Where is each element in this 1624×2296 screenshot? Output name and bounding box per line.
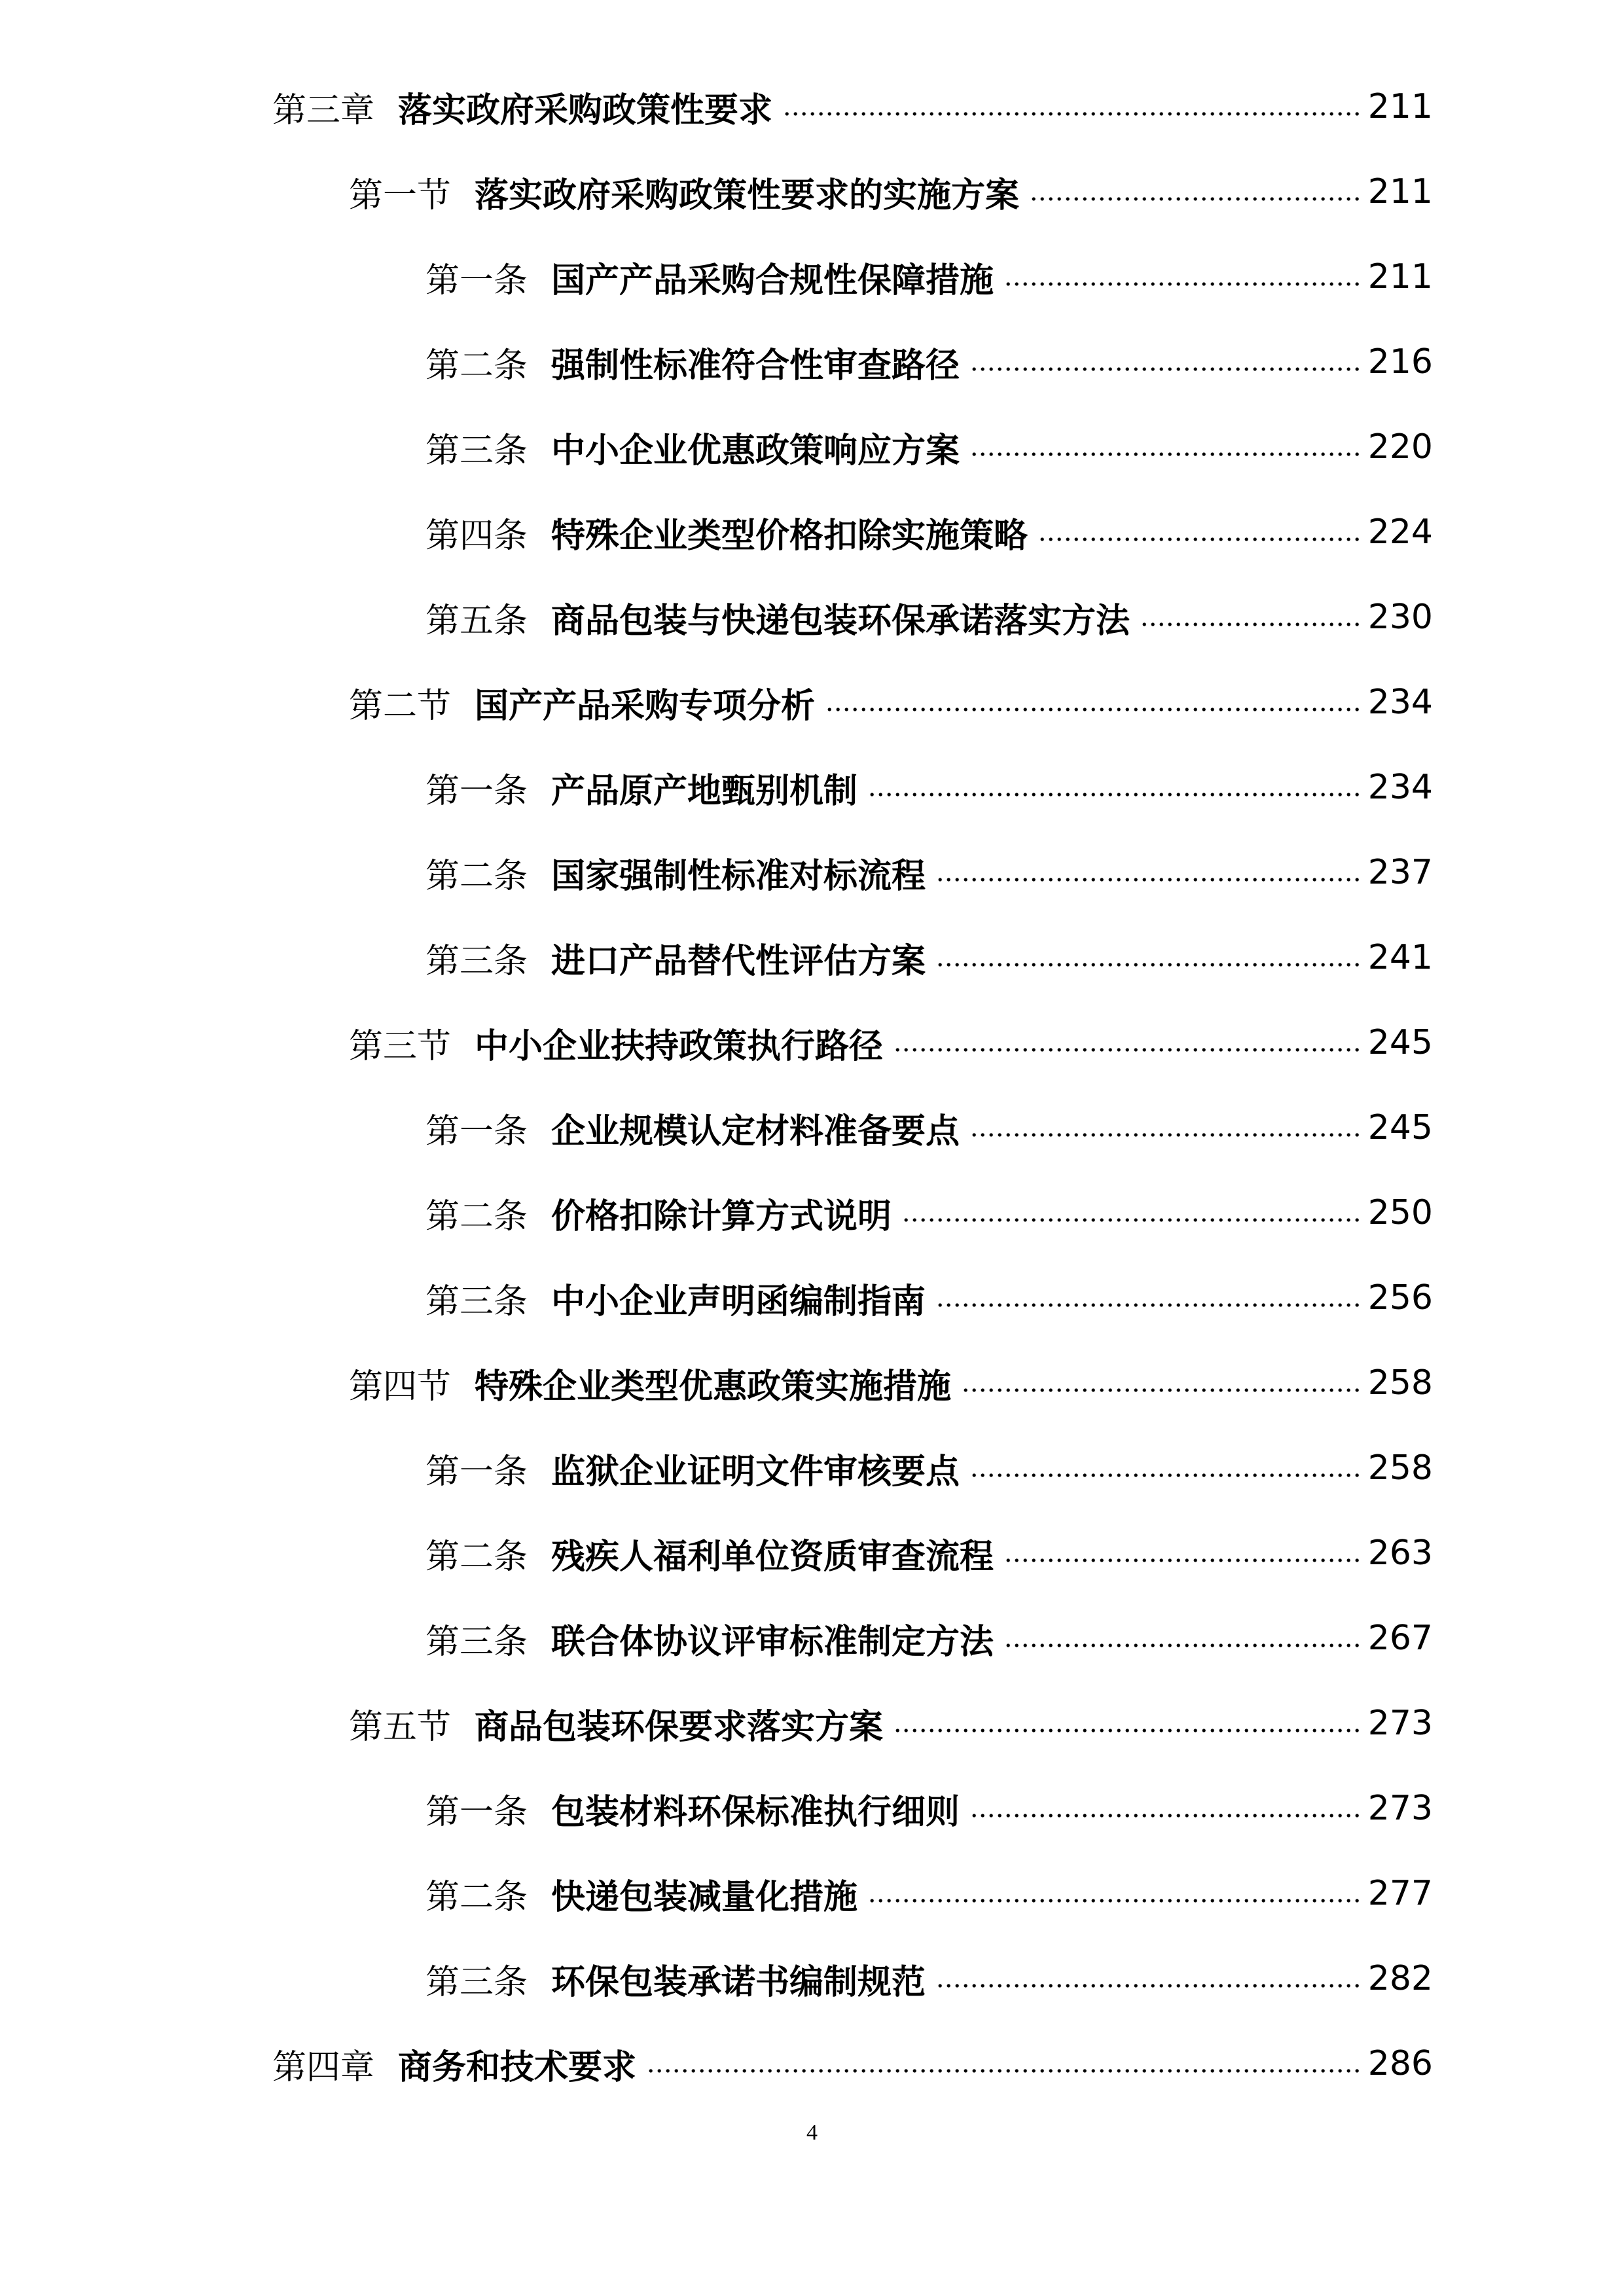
toc-entry-article[interactable] (425, 922, 1433, 994)
toc-entry-article[interactable] (425, 1943, 1433, 2015)
toc-entry-title: 国产产品采购合规性保障措施 (551, 260, 994, 300)
toc-entry-number: 第四章 (272, 2047, 375, 2087)
toc-dot-leader (1003, 281, 1362, 287)
toc-entry-title: 企业规模认定材料准备要点 (551, 1111, 960, 1151)
toc-dot-leader (1028, 196, 1362, 202)
toc-dot-leader (969, 367, 1362, 372)
toc-entry-title: 国产产品采购专项分析 (475, 686, 816, 726)
toc-entry-article[interactable] (425, 1092, 1433, 1164)
toc-entry-article[interactable] (425, 836, 1433, 908)
toc-entry-title: 特殊企业类型价格扣除实施策略 (551, 516, 1028, 556)
toc-entry-number: 第三条 (425, 941, 528, 981)
toc-entry-title: 中小企业扶持政策执行路径 (475, 1026, 884, 1066)
toc-dot-leader (892, 1047, 1362, 1052)
toc-entry-article[interactable] (425, 751, 1433, 823)
toc-dot-leader (1003, 1558, 1362, 1563)
toc-entry-page: 241 (1367, 938, 1433, 977)
toc-entry-number: 第二条 (425, 856, 528, 896)
toc-entry-title: 中小企业优惠政策响应方案 (551, 431, 960, 471)
toc-entry-title: 落实政府采购政策性要求 (398, 90, 773, 130)
toc-dot-leader (935, 1983, 1362, 1988)
toc-dot-leader (969, 1132, 1362, 1138)
toc-entry-title: 特殊企业类型优惠政策实施措施 (475, 1367, 952, 1407)
toc-entry-title: 商品包装环保要求落实方案 (475, 1707, 884, 1747)
toc-entry-title: 包装材料环保标准执行细则 (551, 1792, 960, 1832)
toc-entry-article[interactable] (425, 1262, 1433, 1334)
toc-entry-title: 强制性标准符合性审查路径 (551, 346, 960, 386)
toc-entry-title: 商品包装与快递包装环保承诺落实方法 (551, 601, 1130, 641)
toc-entry-title: 监狱企业证明文件审核要点 (551, 1452, 960, 1492)
toc-dot-leader (867, 792, 1362, 797)
toc-dot-leader (1003, 1643, 1362, 1648)
toc-dot-leader (901, 1217, 1362, 1223)
toc-entry-number: 第二条 (425, 1196, 528, 1236)
toc-entry-title: 产品原产地甄别机制 (551, 771, 858, 811)
toc-entry-title: 中小企业声明函编制指南 (551, 1282, 926, 1321)
toc-entry-number: 第三条 (425, 431, 528, 471)
toc-entry-page: 211 (1367, 257, 1433, 296)
toc-dot-leader (969, 1473, 1362, 1478)
toc-entry-page: 234 (1367, 683, 1433, 722)
toc-entry-number: 第一条 (425, 771, 528, 811)
toc-dot-leader (892, 1728, 1362, 1733)
toc-dot-leader (867, 1898, 1362, 1903)
toc-entry-number: 第一节 (349, 175, 452, 215)
toc-entry-page: 286 (1367, 2044, 1433, 2083)
toc-entry-article[interactable] (425, 581, 1433, 653)
toc-entry-number: 第二节 (349, 686, 452, 726)
toc-entry-article[interactable] (425, 1772, 1433, 1844)
toc-entry-number: 第一条 (425, 260, 528, 300)
toc-entry-page: 258 (1367, 1448, 1433, 1488)
page-number: 4 (806, 2121, 818, 2145)
toc-entry-number: 第四节 (349, 1367, 452, 1407)
toc-entry-article[interactable] (425, 1177, 1433, 1249)
toc-entry-page: 211 (1367, 172, 1433, 211)
toc-dot-leader (1037, 537, 1362, 542)
toc-entry-page: 250 (1367, 1193, 1433, 1232)
toc-entry-title: 残疾人福利单位资质审查流程 (551, 1537, 994, 1577)
toc-entry-number: 第二条 (425, 1877, 528, 1917)
toc-entry-section[interactable] (349, 156, 1433, 228)
toc-entry-number: 第三条 (425, 1622, 528, 1662)
toc-entry-section[interactable] (349, 1347, 1433, 1419)
toc-entry-number: 第五节 (349, 1707, 452, 1747)
toc-entry-page: 237 (1367, 853, 1433, 892)
toc-entry-title: 落实政府采购政策性要求的实施方案 (475, 175, 1020, 215)
toc-entry-title: 环保包装承诺书编制规范 (551, 1962, 926, 2002)
toc-entry-title: 国家强制性标准对标流程 (551, 856, 926, 896)
toc-entry-article[interactable] (425, 1432, 1433, 1504)
toc-entry-page: 267 (1367, 1619, 1433, 1658)
toc-entry-page: 216 (1367, 342, 1433, 382)
toc-entry-page: 230 (1367, 598, 1433, 637)
toc-entry-chapter-4[interactable] (272, 2028, 1433, 2100)
toc-entry-section[interactable] (349, 666, 1433, 738)
toc-dot-leader (969, 1813, 1362, 1818)
toc-entry-section[interactable] (349, 1007, 1433, 1079)
toc-entry-number: 第三章 (272, 90, 375, 130)
toc-entry-title: 联合体协议评审标准制定方法 (551, 1622, 994, 1662)
toc-entry-article[interactable] (425, 1602, 1433, 1674)
toc-entry-article[interactable] (425, 496, 1433, 568)
toc-entry-page: 273 (1367, 1704, 1433, 1743)
toc-entry-title: 商务和技术要求 (398, 2047, 637, 2087)
toc-entry-number: 第三条 (425, 1962, 528, 2002)
toc-entry-page: 224 (1367, 512, 1433, 552)
toc-dot-leader (1139, 622, 1362, 627)
toc-entry-page: 263 (1367, 1534, 1433, 1573)
toc-entry-page: 234 (1367, 768, 1433, 807)
toc-entry-section[interactable] (349, 1687, 1433, 1759)
toc-entry-article[interactable] (425, 241, 1433, 313)
toc-entry-article[interactable] (425, 1517, 1433, 1589)
toc-entry-article[interactable] (425, 326, 1433, 398)
toc-entry-title: 价格扣除计算方式说明 (551, 1196, 892, 1236)
toc-entry-number: 第三节 (349, 1026, 452, 1066)
toc-entry-number: 第一条 (425, 1452, 528, 1492)
toc-entry-page: 277 (1367, 1874, 1433, 1913)
toc-entry-page: 211 (1367, 87, 1433, 126)
toc-entry-title: 进口产品替代性评估方案 (551, 941, 926, 981)
toc-entry-page: 245 (1367, 1108, 1433, 1147)
toc-entry-article[interactable] (425, 1857, 1433, 1929)
toc-entry-page: 258 (1367, 1363, 1433, 1403)
toc-entry-page: 256 (1367, 1278, 1433, 1318)
toc-entry-page: 273 (1367, 1789, 1433, 1828)
toc-dot-leader (935, 877, 1362, 882)
toc-entry-number: 第一条 (425, 1111, 528, 1151)
toc-dot-leader (782, 111, 1362, 117)
toc-entry-chapter-3[interactable] (272, 71, 1433, 143)
toc-dot-leader (824, 707, 1362, 712)
toc-entry-number: 第一条 (425, 1792, 528, 1832)
toc-entry-number: 第五条 (425, 601, 528, 641)
toc-dot-leader (935, 962, 1362, 967)
toc-entry-number: 第二条 (425, 346, 528, 386)
toc-entry-page: 282 (1367, 1959, 1433, 1998)
toc-entry-page: 245 (1367, 1023, 1433, 1062)
toc-entry-number: 第四条 (425, 516, 528, 556)
toc-entry-title: 快递包装减量化措施 (551, 1877, 858, 1917)
toc-entry-number: 第三条 (425, 1282, 528, 1321)
toc-dot-leader (969, 452, 1362, 457)
toc-entry-page: 220 (1367, 427, 1433, 467)
toc-dot-leader (645, 2068, 1362, 2073)
toc-dot-leader (935, 1302, 1362, 1308)
toc-dot-leader (960, 1388, 1362, 1393)
toc-entry-number: 第二条 (425, 1537, 528, 1577)
toc-entry-article[interactable] (425, 411, 1433, 483)
